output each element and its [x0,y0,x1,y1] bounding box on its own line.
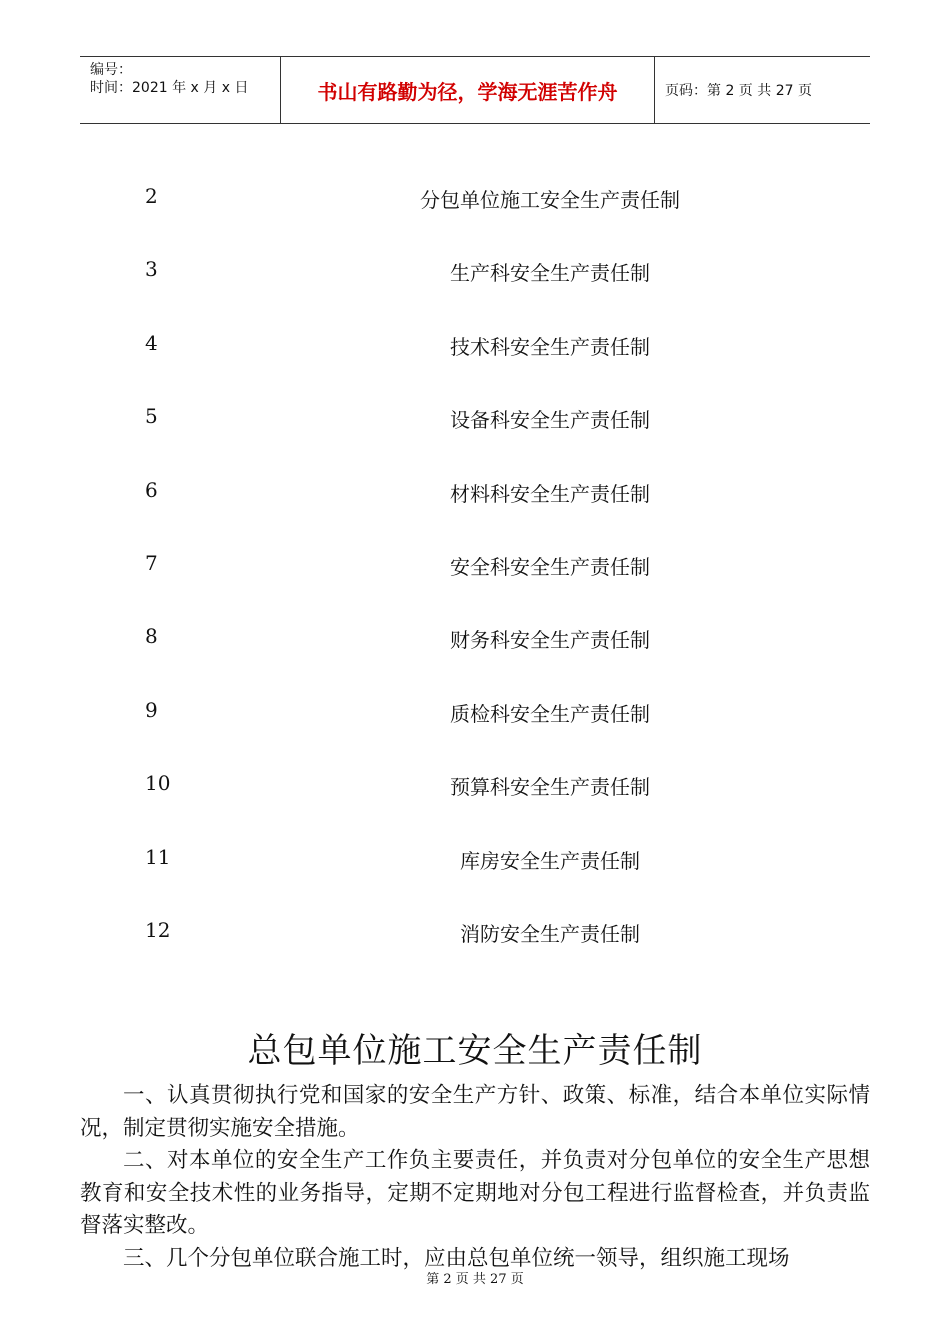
footer-page-number: 第 2 页 共 27 页 [426,1272,524,1287]
toc-row [0,160,950,233]
page-footer [0,1268,950,1287]
toc-title: 设备科安全生产责任制 [450,408,650,433]
toc-number: 10 [145,771,171,796]
toc-number: 3 [145,257,158,282]
toc-number: 4 [145,330,158,355]
toc-number: 12 [145,917,171,942]
document-body [80,1080,870,1275]
toc-title: 消防安全生产责任制 [460,921,640,946]
toc-row [0,527,950,600]
toc-number: 9 [145,697,158,722]
toc-number: 8 [145,624,158,649]
toc-title: 安全科安全生产责任制 [450,554,650,579]
toc-row [0,600,950,673]
toc-row [0,747,950,820]
toc-title: 材料科安全生产责任制 [450,481,650,506]
table-of-contents [0,160,950,967]
toc-number: 5 [145,404,158,429]
toc-title: 财务科安全生产责任制 [450,628,650,653]
header-meta [80,57,281,123]
toc-title: 技术科安全生产责任制 [450,334,650,359]
toc-title: 分包单位施工安全生产责任制 [420,188,680,212]
toc-title: 预算科安全生产责任制 [450,775,650,800]
body-paragraph: 二、对本单位的安全生产工作负主要责任，并负责对分包单位的安全生产思想教育和安全技术性的业务指导，定期不定期地对分包工程进行监督检查，并负责监督落实整改。 [80,1148,870,1238]
toc-row [0,894,950,967]
toc-row [0,454,950,527]
header-page-info: 页码：第 2 页 共 27 页 [665,83,812,99]
body-paragraph: 三、几个分包单位联合施工时，应由总包单位统一领导，组织施工现场 [123,1245,790,1271]
toc-row [0,307,950,380]
body-paragraph: 一、认真贯彻执行党和国家的安全生产方针、政策、标准，结合本单位实际情况，制定贯彻实施安全措施。 [80,1083,870,1141]
toc-row [0,233,950,306]
toc-row [0,821,950,894]
serial-label: 编号： [90,62,132,78]
header-motto: 书山有路勤为径，学海无涯苦作舟 [281,57,655,123]
toc-number: 7 [145,550,158,575]
toc-row [0,380,950,453]
toc-number: 2 [145,184,158,208]
toc-row [0,674,950,747]
toc-number: 6 [145,477,158,502]
document-title: 总包单位施工安全生产责任制 [247,1030,703,1071]
toc-title: 质检科安全生产责任制 [450,701,650,726]
toc-title: 生产科安全生产责任制 [450,261,650,286]
toc-number: 11 [145,844,171,869]
page-header [80,56,870,124]
toc-title: 库房安全生产责任制 [460,848,640,873]
time-label: 时间：2021 年 x 月 x 日 [90,80,249,96]
